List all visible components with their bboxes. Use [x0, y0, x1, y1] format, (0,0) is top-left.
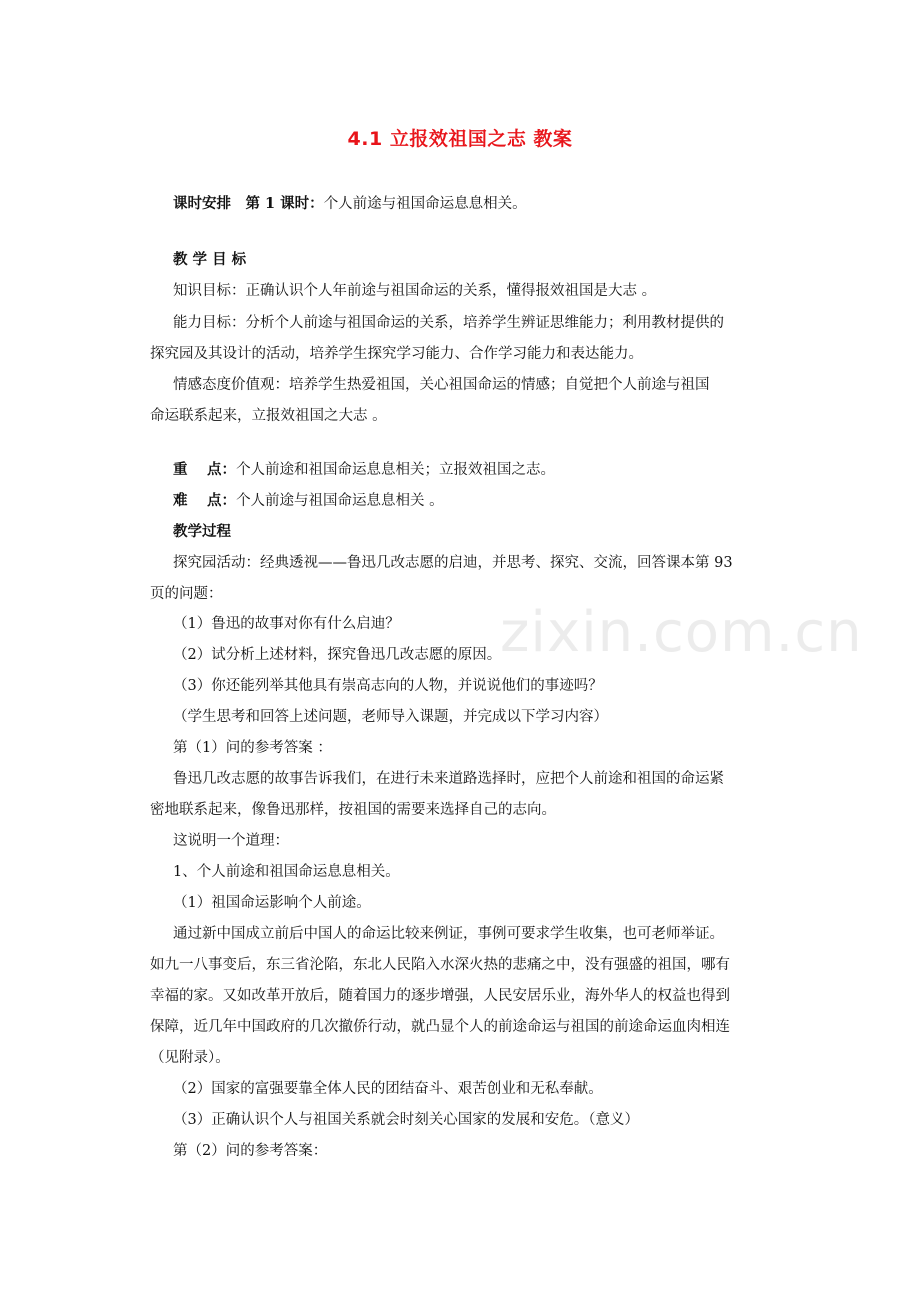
difficulty-label: 难 点： — [173, 492, 237, 509]
knowledge-goal: 知识目标：正确认识个人年前途与祖国命运的关系，懂得报效祖国是大志 。 — [173, 283, 657, 299]
activity-line-1: 探究园活动：经典透视——鲁迅几改志愿的启迪，并思考、探究、交流，回答课本第 93 — [173, 555, 733, 571]
question-1: （1）鲁迅的故事对你有什么启迪？ — [173, 616, 400, 632]
emotion-goal-line-2: 命运联系起来，立报效祖国之大志 。 — [150, 408, 387, 424]
ability-goal-line-2: 探究园及其设计的活动，培养学生探究学习能力、合作学习能力和表达能力。 — [150, 346, 643, 362]
key-point-text: 个人前途和祖国命运息息相关；立报效祖国之志。 — [236, 462, 556, 478]
watermark-text: zixin.com.cn — [500, 600, 863, 665]
process-heading: 教学过程 — [173, 523, 231, 540]
point-1: 1、个人前途和祖国命运息息相关。 — [173, 864, 400, 880]
answer-1-line-1: 鲁迅几改志愿的故事告诉我们，在进行未来道路选择时，应把个人前途和祖国的命运紧 — [173, 771, 724, 787]
example-line-5: （见附录）。 — [150, 1050, 230, 1066]
key-point-line — [173, 460, 555, 480]
difficulty-line — [173, 491, 444, 511]
schedule-line — [173, 194, 527, 214]
point-1-sub-3: （3）正确认识个人与祖国关系就会时刻关心国家的发展和安危。（意义） — [173, 1112, 639, 1128]
goals-heading: 教 学 目 标 — [173, 251, 247, 268]
key-point-label: 重 点： — [173, 461, 237, 478]
question-2: （2）试分析上述材料，探究鲁迅几改志愿的原因。 — [173, 647, 502, 663]
example-line-3: 幸福的家。又如改革开放后，随着国力的逐步增强，人民安居乐业，海外华人的权益也得到 — [150, 988, 730, 1004]
answer-1-line-2: 密地联系起来，像鲁迅那样，按祖国的需要来选择自己的志向。 — [150, 802, 556, 818]
answer-2-heading: 第（2）问的参考答案： — [173, 1143, 328, 1159]
example-line-4: 保障，近几年中国政府的几次撤侨行动，就凸显个人的前途命运与祖国的前途命运血肉相连 — [150, 1019, 730, 1035]
question-3: （3）你还能列举其他具有崇高志向的人物，并说说他们的事迹吗？ — [173, 678, 603, 694]
answer-1-heading: 第（1）问的参考答案 ： — [173, 740, 332, 756]
point-1-sub-2: （2）国家的富强要靠全体人民的团结奋斗、艰苦创业和无私奉献。 — [173, 1081, 603, 1097]
example-line-2: 如九一八事变后，东三省沦陷，东北人民陷入水深火热的悲痛之中，没有强盛的祖国，哪有 — [150, 957, 730, 973]
example-line-1: 通过新中国成立前后中国人的命运比较来例证，事例可要求学生收集，也可老师举证。 — [173, 926, 724, 942]
emotion-goal-line-1: 情感态度价值观：培养学生热爱祖国，关心祖国命运的情感；自觉把个人前途与祖国 — [173, 377, 710, 393]
difficulty-text: 个人前途与祖国命运息息相关 。 — [236, 493, 444, 509]
ability-goal-line-1: 能力目标：分析个人前途与祖国命运的关系，培养学生辨证思维能力；利用教材提供的 — [173, 315, 724, 331]
schedule-label: 课时安排 第 1 课时： — [173, 195, 324, 212]
principle-text: 这说明一个道理： — [173, 833, 289, 849]
activity-line-2: 页的问题： — [150, 586, 223, 602]
instruction-text: （学生思考和回答上述问题，老师导入课题，并完成以下学习内容） — [173, 709, 608, 725]
schedule-text: 个人前途与祖国命运息息相关。 — [323, 196, 527, 212]
document-title: 4.1 立报效祖国之志 教案 — [347, 128, 573, 150]
point-1-sub-1: （1）祖国命运影响个人前途。 — [173, 895, 371, 911]
